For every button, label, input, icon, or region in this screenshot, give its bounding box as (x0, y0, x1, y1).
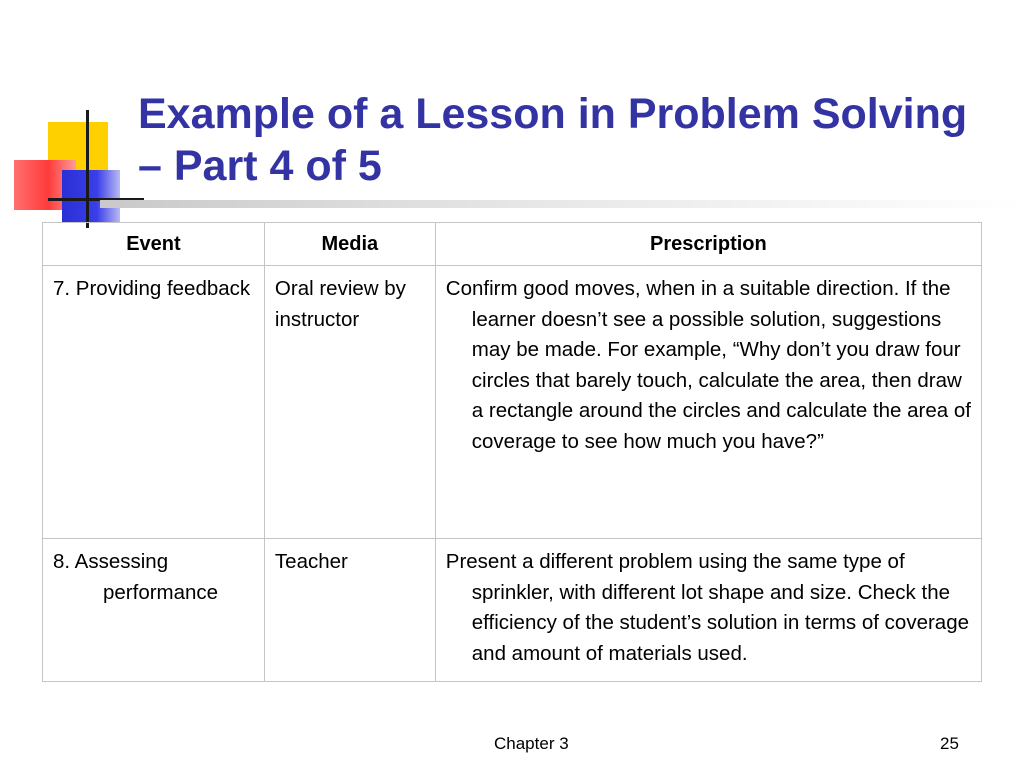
decor-vertical-line (86, 110, 89, 228)
event-text: 7. Providing feedback (53, 277, 251, 300)
prescription-text: Present a different problem using the same type of sprinkler, with different lot shape and size. Check the efficiency of the student’s solution in terms of coverage and amount of materials used. (445, 550, 969, 665)
table-row (43, 539, 982, 682)
event-cell (43, 539, 265, 682)
column-header-event: Event (43, 223, 265, 266)
prescription-text: Confirm good moves, when in a suitable direction. If the learner doesn’t see a possible solution, suggestions may be made. For example, “Why don’t you draw four circles that barely touch, calculate the area, then draw a rectangle around the circles and calculate the area of coverage to see how much you have?” (445, 277, 971, 453)
page-number: 25 (940, 734, 959, 753)
prescription-cell (435, 266, 981, 539)
column-header-media: Media (264, 223, 435, 266)
slide-title: Example of a Lesson in Problem Solving – Part 4 of 5 (138, 90, 968, 190)
decor-blue-square (62, 170, 120, 222)
media-cell (264, 539, 435, 682)
media-text: Teacher (274, 550, 348, 573)
table-row (43, 266, 982, 539)
event-text: 8. Assessing performance (53, 550, 219, 604)
media-text: Oral review by instructor (274, 277, 406, 331)
title-underline-rule (100, 200, 1024, 208)
event-cell (43, 266, 265, 539)
media-cell (264, 266, 435, 539)
lesson-table (42, 222, 982, 682)
footer-chapter: Chapter 3 (494, 734, 569, 753)
column-header-prescription: Prescription (435, 223, 981, 266)
prescription-cell (435, 539, 981, 682)
table-header-row (43, 223, 982, 266)
